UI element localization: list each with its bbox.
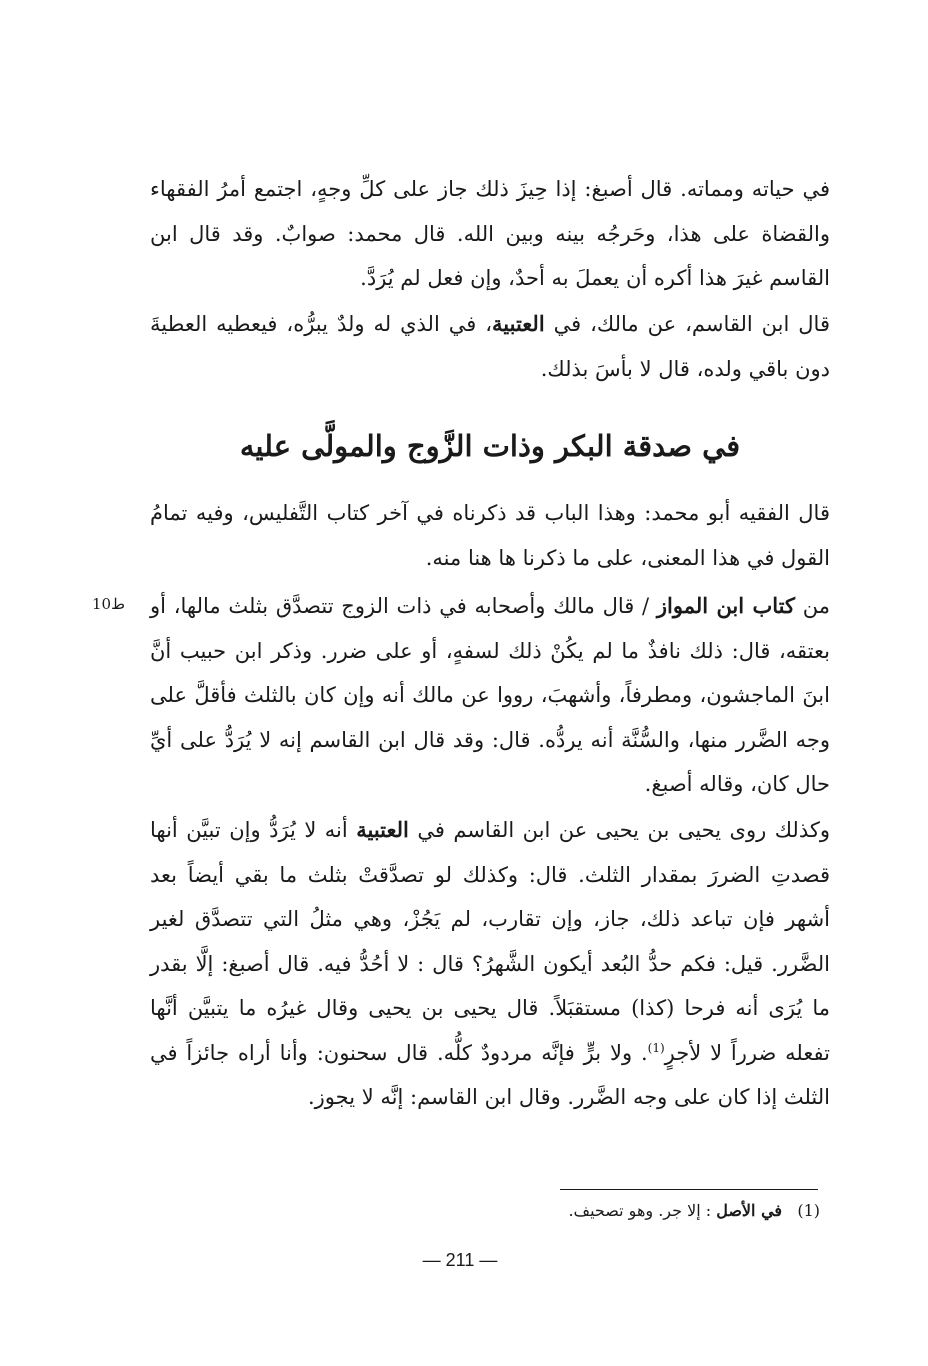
- paragraph-3-text: قال الفقيه أبو محمد: وهذا الباب قد ذكرناه في آخر كتاب التَّفليس، وفيه تمامُ القول في هذا المعنى، على ما ذكرنا ها هنا منه.: [150, 501, 830, 570]
- paragraph-2-start: قال ابن القاسم، عن مالك، في: [544, 312, 830, 336]
- paragraph-1-text: في حياته ومماته. قال أصبغ: إذا حِيزَ ذلك جاز على كلِّ وجهٍ، اجتمع أمرُ الفقهاء والقضاة على هذا، وحَرجُه بينه وبين الله. قال محمد: صوابٌ. وقد قال ابن القاسم غيرَ هذا أكره أن يعملَ به أحدٌ، وإن فعل لم يُرَدَّ.: [150, 177, 830, 290]
- footnote-marker: (1): [797, 1201, 820, 1220]
- page-number: — 211 —: [422, 1250, 498, 1270]
- paragraph-5-bold: العتبية: [356, 817, 409, 842]
- footnote: [300, 1198, 820, 1224]
- paragraph-4: [150, 584, 830, 807]
- paragraph-3: [150, 491, 830, 580]
- paragraph-5: [150, 808, 830, 1120]
- paragraph-4-end: / قال مالك وأصحابه في ذات الزوج تتصدَّق بثلث مالها، أو بعتقه، قال: ذلك نافذٌ ما لم يكُنْ ذلك لسفهٍ، أو على ضرر. وذكر ابن حبيب أنَّ ابنَ الماجشون، ومطرفاً، وأشهبَ، رووا عن مالك أنه وإن كان بالثلث فأقلَّ على وجه الضَّرر منها، والسُّنَّة أنه يردُّه. قال: وقد قال ابن القاسم إنه لا يُرَدُّ على أيِّ حال كان، وقاله أصبغ.: [150, 594, 830, 796]
- footnote-reference[interactable]: (1): [647, 1040, 665, 1055]
- footnote-bold: في الأصل: [716, 1201, 783, 1220]
- paragraph-1: [150, 167, 830, 301]
- paragraph-4-bold: كتاب ابن المواز: [656, 593, 795, 618]
- paragraph-5-start: وكذلك روى يحيى بن يحيى عن ابن القاسم في: [408, 818, 830, 842]
- paragraph-4-start: من: [795, 594, 830, 618]
- paragraph-5-mid: أنه لا يُرَدُّ وإن تبيَّن أنها قصدتِ الضررَ بمقدار الثلث. قال: وكذلك لو تصدَّقتْ بثلث ما بقي أيضاً بعد أشهر فإن تباعد ذلك، جاز، وإن تقارب، لم يَجُزْ، وهي مثلُ التي تتصدَّق لغير الضَّرر. قيل: فكم حدُّ البُعد أيكون الشَّهرُ؟ قال : لا أحُدُّ فيه. قال أصبغ: إلَّا بقدر ما يُرَى أنه فرحا (كذا) مستقبَلاً. قال يحيى بن يحيى وقال غيرُه ما يتبيَّن أنَّها تفعله ضرراً لا لأجرٍ: [150, 818, 830, 1065]
- footnote-divider: [560, 1189, 818, 1190]
- paragraph-2-bold: العتبية: [492, 311, 545, 336]
- margin-note: ط10: [92, 595, 125, 613]
- paragraph-2: [150, 302, 830, 391]
- section-heading: في صدقة البكر وذات الزَّوج والمولَّى عليه: [239, 429, 741, 463]
- footnote-text: : إلا جر. وهو تصحيف.: [568, 1201, 717, 1220]
- paragraph-2-end: ، في الذي له ولدٌ يبرُّه، فيعطيه العطيةَ دون باقي ولده، قال لا بأسَ بذلك.: [150, 312, 830, 381]
- paragraph-5-end: . ولا برٍّ فإنَّه مردودٌ كلُّه. قال سحنون: وأنا أراه جائزاً في الثلث إذا كان على وجه الضَّرر. وقال ابن القاسم: إنَّه لا يجوز.: [150, 1040, 830, 1109]
